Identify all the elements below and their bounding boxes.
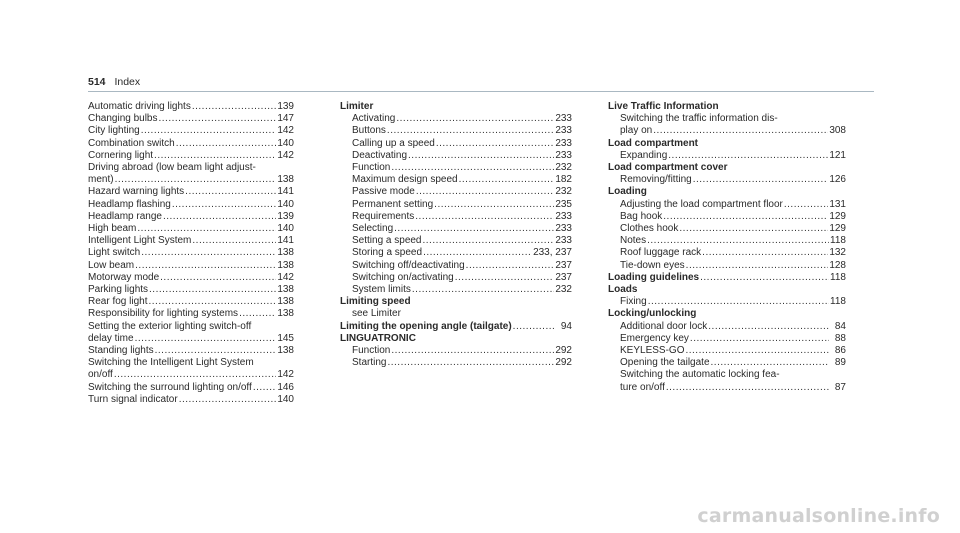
leader-dots (648, 296, 829, 308)
page-number: 514 (88, 76, 106, 88)
entry-page: 233 (555, 223, 572, 235)
entry-page: 118 (830, 271, 846, 283)
entry-page: 142 (277, 149, 294, 161)
entry-label: Switching the Intelligent Light System (88, 357, 254, 369)
index-entry (340, 113, 572, 125)
index-entry (340, 357, 572, 369)
leader-dots (154, 150, 276, 162)
leader-dots (159, 113, 277, 125)
entry-page: 292 (555, 345, 572, 357)
leader-dots (663, 211, 828, 223)
entry-label: Removing/fitting (620, 174, 692, 186)
entry-page: 131 (829, 198, 846, 210)
index-entry (88, 369, 294, 381)
entry-page: 128 (829, 259, 846, 271)
leader-dots (185, 186, 276, 198)
entry-label: Responsibility for lighting systems (88, 308, 239, 320)
index-entry (340, 284, 572, 296)
entry-label: Combination switch (88, 137, 175, 149)
entry-label: Roof luggage rack (620, 247, 702, 259)
entry-page: 233 (555, 235, 572, 247)
leader-dots (192, 101, 276, 113)
leader-dots (711, 357, 829, 369)
limiter-entries (340, 113, 572, 296)
entry-page: 237 (555, 271, 572, 283)
index-column-3 (608, 101, 846, 394)
index-entry (88, 162, 294, 174)
entry-page: 147 (277, 113, 294, 125)
leader-dots (141, 125, 277, 137)
index-entry (608, 223, 846, 235)
entry-page: 233 (555, 113, 572, 125)
entry-label: ment) (88, 174, 114, 186)
index-entry (88, 321, 294, 333)
entry-label: Low beam (88, 259, 135, 271)
loads-entries (608, 296, 846, 308)
entry-label: Starting (352, 357, 387, 369)
leader-dots (653, 125, 828, 137)
index-column-2 (340, 101, 572, 369)
index-entry (340, 272, 572, 284)
page-header (88, 76, 140, 88)
leader-dots (416, 186, 555, 198)
entry-page: 237 (555, 259, 572, 271)
index-entry (88, 260, 294, 272)
index-entry (608, 247, 846, 259)
index-entry (608, 199, 846, 211)
index-entry (340, 260, 572, 272)
entry-page: 142 (277, 271, 294, 283)
entry-page: 126 (829, 174, 846, 186)
entry-label: Fixing (620, 296, 647, 308)
entry-page: 140 (277, 223, 294, 235)
entry-label: Driving abroad (low beam light adjust- (88, 162, 256, 174)
leader-dots (163, 211, 276, 223)
entry-label: Setting the exterior lighting switch-off (88, 320, 252, 332)
index-entry (88, 296, 294, 308)
leader-dots (394, 223, 554, 235)
index-heading-limiter: Limiter (340, 101, 374, 112)
leader-dots (141, 247, 276, 259)
leader-dots (149, 284, 276, 296)
entry-label: Motorway mode (88, 271, 160, 283)
leader-dots (415, 211, 554, 223)
leader-dots (192, 235, 276, 247)
leader-dots (115, 174, 277, 186)
leader-dots (155, 345, 277, 357)
entry-page: 232 (555, 162, 572, 174)
leader-dots (114, 369, 276, 381)
entry-label: Calling up a speed (352, 137, 435, 149)
leader-dots (412, 284, 554, 296)
index-heading-loads: Loads (608, 284, 638, 296)
leader-dots (708, 321, 829, 333)
index-entry (88, 284, 294, 296)
header-divider (88, 91, 874, 92)
leader-dots (668, 150, 828, 162)
index-entry (88, 382, 294, 394)
entry-page: 118 (830, 235, 846, 247)
leader-dots (172, 199, 276, 211)
leader-dots (135, 333, 277, 345)
index-heading-live-traffic: Live Traffic Information (608, 101, 719, 112)
entry-label: Function (352, 345, 391, 357)
entry-label-continued: Switching the automatic locking fea- (620, 369, 780, 381)
entry-label: Buttons (352, 125, 386, 137)
leader-dots (160, 272, 276, 284)
entry-label: High beam (88, 223, 137, 235)
leader-dots (513, 321, 555, 333)
entry-label: Tie-down eyes (620, 259, 685, 271)
index-heading-linguatronic: LINGUATRONIC (340, 332, 416, 344)
entry-page: 139 (277, 101, 294, 112)
entry-label: Selecting (352, 223, 394, 235)
entry-label: Deactivating (352, 149, 408, 161)
entry-label: Standing lights (88, 345, 154, 357)
entry-label: Activating (352, 113, 396, 125)
leader-dots (391, 162, 554, 174)
index-entry (88, 272, 294, 284)
entry-label: Switching off/deactivating (352, 259, 465, 271)
entry-page: 140 (277, 137, 294, 149)
leader-dots (137, 223, 276, 235)
entry-label: Storing a speed (352, 247, 423, 259)
leader-dots (685, 345, 829, 357)
index-heading-loading: Loading (608, 186, 647, 198)
index-entry (340, 186, 572, 198)
linguatronic-entries (340, 345, 572, 369)
entry-page: 235 (555, 198, 572, 210)
index-entry (340, 247, 572, 259)
index-entry (88, 150, 294, 162)
leader-dots (455, 272, 555, 284)
locking-entries (608, 321, 846, 370)
entry-label: Parking lights (88, 284, 149, 296)
entry-page: 121 (829, 149, 846, 161)
entry-label: Headlamp range (88, 210, 162, 222)
entry-label: Switching on/activating (352, 271, 454, 283)
index-entry (608, 357, 846, 369)
index-entry-limiting-angle (340, 321, 572, 333)
entry-label: Hazard warning lights (88, 186, 185, 198)
entry-page: 129 (829, 223, 846, 235)
leader-dots (135, 260, 276, 272)
entry-label: System limits (352, 284, 411, 296)
index-entry (88, 235, 294, 247)
index-column-1 (88, 101, 294, 406)
index-entry (88, 174, 294, 186)
entry-page: 89 (834, 357, 846, 369)
index-entry (340, 211, 572, 223)
entry-page: 140 (277, 393, 294, 405)
entry-page: 233 (555, 149, 572, 161)
entry-label: Passive mode (352, 186, 415, 198)
index-entry (88, 211, 294, 223)
leader-dots (396, 113, 554, 125)
entry-page: 141 (277, 186, 294, 198)
entry-page: 233 (555, 137, 572, 149)
index-entry (608, 333, 846, 345)
entry-page: 87 (834, 381, 846, 393)
entry-label: Expanding (620, 149, 668, 161)
entry-page: 146 (277, 381, 294, 393)
leader-dots (690, 333, 829, 345)
index-entry-loading-guidelines (608, 272, 846, 284)
index-entry (608, 382, 846, 394)
index-heading-limiting-speed: Limiting speed (340, 296, 411, 308)
index-entry (88, 333, 294, 345)
load-compartment-cover-entries (608, 174, 846, 186)
index-entry (608, 125, 846, 137)
leader-dots (423, 247, 532, 259)
entry-label: Limiting the opening angle (tailgate) (340, 320, 512, 332)
leader-dots (459, 174, 555, 186)
index-heading-locking: Locking/unlocking (608, 308, 697, 320)
leader-dots (784, 199, 828, 211)
leader-dots (647, 235, 829, 247)
entry-label: Rear fog light (88, 296, 148, 308)
entry-label: KEYLESS-GO (620, 345, 685, 357)
see-reference: see Limiter (352, 308, 401, 320)
entry-label: Intelligent Light System (88, 235, 192, 247)
leader-dots (148, 296, 276, 308)
entry-label: Loading guidelines (608, 271, 700, 283)
entry-page: 138 (277, 308, 294, 320)
leader-dots (436, 138, 554, 150)
index-entry (340, 138, 572, 150)
index-entry (608, 150, 846, 162)
entry-label: Clothes hook (620, 223, 679, 235)
index-entry (88, 101, 294, 113)
index-entry (340, 199, 572, 211)
leader-dots (702, 247, 828, 259)
watermark: carmanualsonline.info (697, 505, 940, 527)
entry-label: Requirements (352, 210, 415, 222)
leader-dots (179, 394, 277, 406)
entry-page: 232 (555, 186, 572, 198)
entry-page: 140 (277, 198, 294, 210)
entry-page: 132 (829, 247, 846, 259)
index-entry (608, 211, 846, 223)
entry-label: Bag hook (620, 210, 663, 222)
entry-page: 145 (277, 332, 294, 344)
loading-entries (608, 199, 846, 272)
leader-dots (434, 199, 554, 211)
leader-dots (239, 308, 276, 320)
entry-page: 84 (834, 320, 846, 332)
entry-label-continued: Switching the traffic information dis- (620, 113, 778, 125)
leader-dots (679, 223, 828, 235)
entry-page: 94 (560, 320, 572, 332)
leader-dots (693, 174, 829, 186)
entry-label: Additional door lock (620, 320, 708, 332)
entry-page: 233 (555, 125, 572, 137)
entry-label: Adjusting the load compartment floor (620, 198, 783, 210)
entry-page: 86 (834, 345, 846, 357)
entry-page: 88 (834, 332, 846, 344)
entry-label: Permanent setting (352, 198, 434, 210)
entry-label: Maximum design speed (352, 174, 458, 186)
index-entry (88, 113, 294, 125)
entry-page: 233, 237 (533, 247, 572, 259)
leader-dots (666, 382, 829, 394)
entry-label: Cornering light (88, 149, 154, 161)
entry-label: Function (352, 162, 391, 174)
entry-page: 138 (277, 174, 294, 186)
index-entry (88, 223, 294, 235)
entry-page: 308 (829, 125, 846, 137)
entry-page: 233 (555, 210, 572, 222)
index-entry (608, 345, 846, 357)
index-entry (608, 321, 846, 333)
section-title: Index (114, 76, 141, 88)
entry-label: Automatic driving lights (88, 101, 191, 112)
index-heading-load-compartment-cover: Load compartment cover (608, 162, 728, 174)
entry-page: 138 (277, 284, 294, 296)
index-entry (340, 150, 572, 162)
leader-dots (466, 260, 555, 272)
index-entry (88, 125, 294, 137)
index-entry (608, 235, 846, 247)
entry-label: Headlamp flashing (88, 198, 171, 210)
index-entry (88, 357, 294, 369)
entry-label: ture on/off (620, 381, 665, 393)
entry-label: Emergency key (620, 332, 689, 344)
index-entry (608, 260, 846, 272)
entry-page: 138 (277, 296, 294, 308)
leader-dots (253, 382, 277, 394)
entry-page: 139 (277, 210, 294, 222)
load-compartment-entries (608, 150, 846, 162)
entry-page: 129 (829, 210, 846, 222)
index-entry (340, 174, 572, 186)
entry-label: Changing bulbs (88, 113, 158, 125)
entry-page: 141 (277, 235, 294, 247)
index-entry (88, 247, 294, 259)
entry-label: Notes (620, 235, 647, 247)
entry-label: Switching the surround lighting on/off (88, 381, 252, 393)
entry-label: Light switch (88, 247, 141, 259)
entry-page: 182 (555, 174, 572, 186)
leader-dots (686, 260, 829, 272)
leader-dots (387, 357, 554, 369)
index-entry (608, 174, 846, 186)
entry-label: delay time (88, 332, 134, 344)
index-entry (340, 125, 572, 137)
leader-dots (408, 150, 554, 162)
entry-page: 138 (277, 247, 294, 259)
entry-label: Turn signal indicator (88, 393, 178, 405)
entry-page: 232 (555, 284, 572, 296)
index-entry (88, 199, 294, 211)
index-entry (608, 296, 846, 308)
index-entry (88, 186, 294, 198)
index-entry (340, 162, 572, 174)
leader-dots (387, 125, 554, 137)
entry-page: 138 (277, 345, 294, 357)
index-entry (340, 345, 572, 357)
leader-dots (700, 272, 829, 284)
index-entry (340, 235, 572, 247)
entry-page: 118 (830, 296, 846, 308)
entry-page: 142 (277, 125, 294, 137)
col1-entries (88, 101, 294, 406)
index-entry (340, 223, 572, 235)
index-entry (88, 308, 294, 320)
entry-label: Opening the tailgate (620, 357, 710, 369)
index-entry (88, 394, 294, 406)
entry-label: play on (620, 125, 653, 137)
entry-page: 292 (555, 357, 572, 369)
entry-label: on/off (88, 369, 113, 381)
entry-label: City lighting (88, 125, 140, 137)
entry-page: 138 (277, 259, 294, 271)
entry-label: Setting a speed (352, 235, 422, 247)
index-entry (88, 345, 294, 357)
entry-page: 142 (277, 369, 294, 381)
leader-dots (176, 138, 277, 150)
index-entry (88, 138, 294, 150)
index-heading-load-compartment: Load compartment (608, 137, 699, 149)
leader-dots (423, 235, 555, 247)
leader-dots (391, 345, 554, 357)
